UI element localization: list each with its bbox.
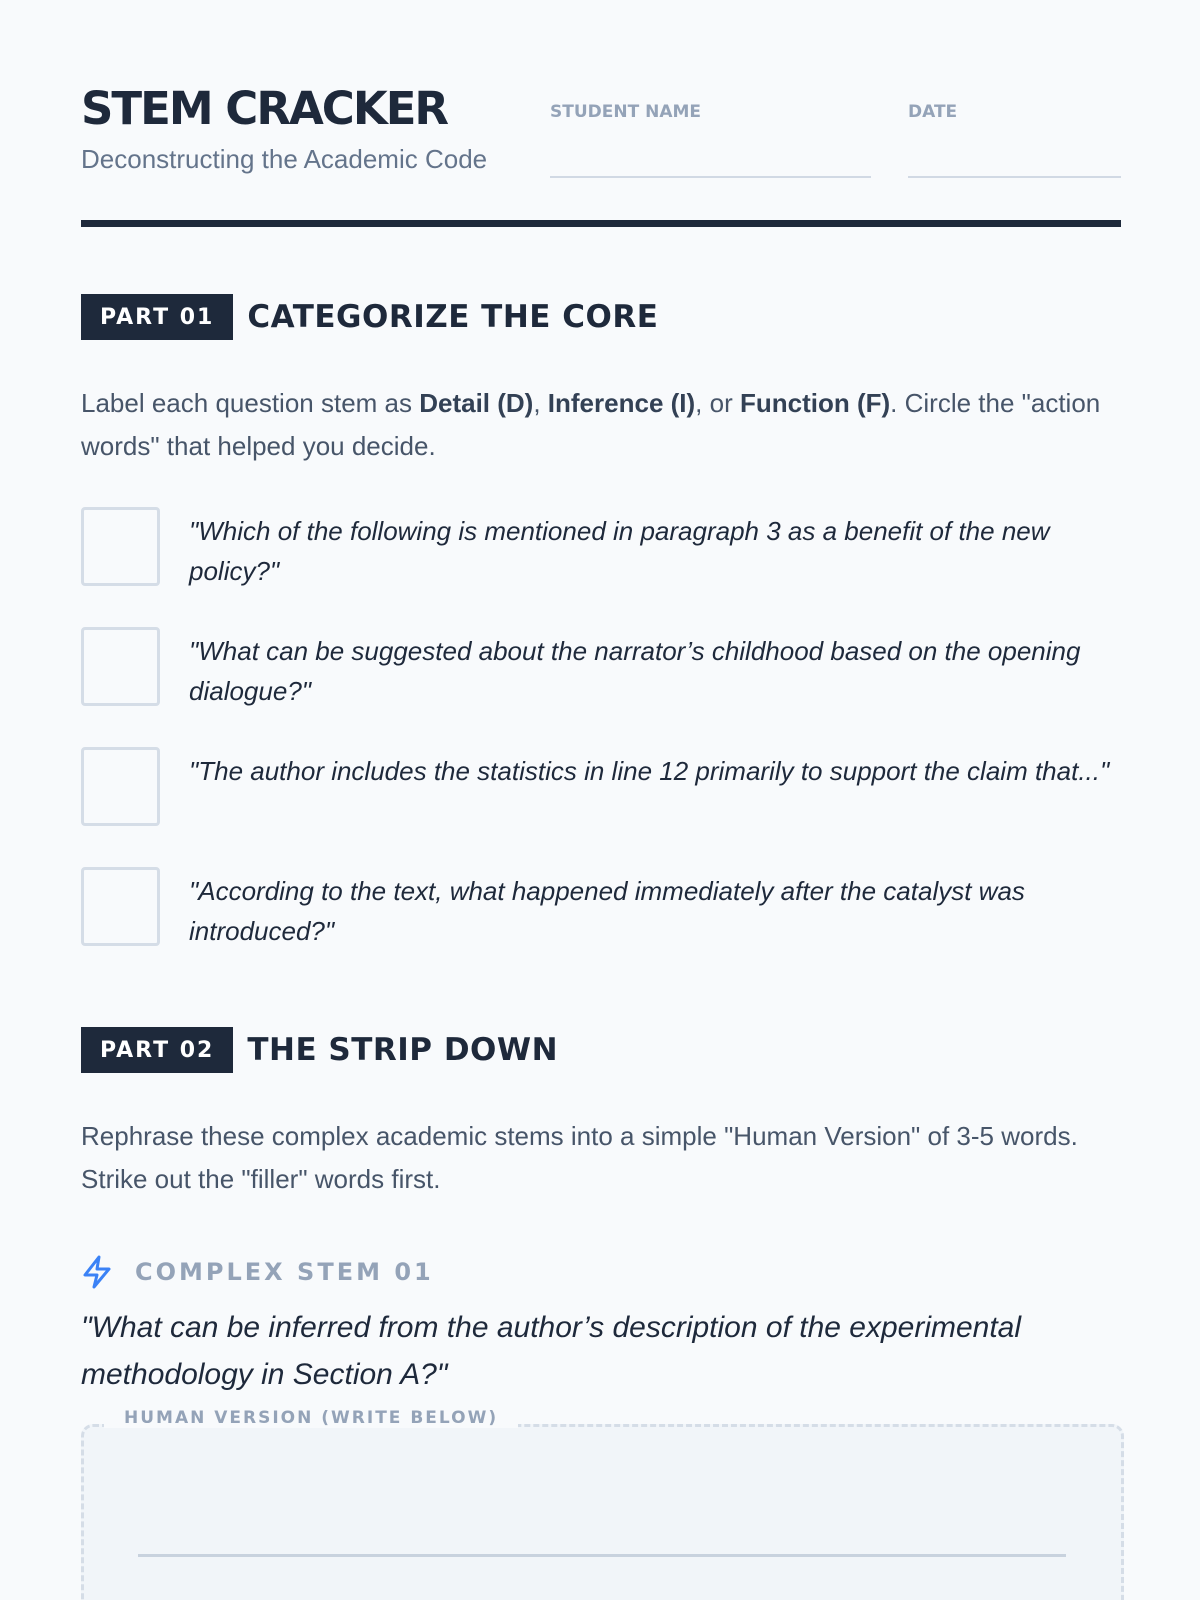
worksheet-header xyxy=(81,80,1121,226)
student-name-field[interactable] xyxy=(550,176,871,178)
question-stem-item xyxy=(81,867,1121,947)
answer-writing-line xyxy=(138,1554,1066,1557)
question-stem-text: "According to the text, what happened immediately after the catalyst was introduced?" xyxy=(189,876,1025,946)
human-version-label: HUMAN VERSION (WRITE BELOW) xyxy=(104,1408,518,1428)
part-02-instructions: Rephrase these complex academic stems into a simple "Human Version" of 3-5 words. Strike out the "filler" words first. xyxy=(81,1121,1078,1194)
question-stem-text: "What can be suggested about the narrator’s childhood based on the opening dialogue?" xyxy=(189,636,1081,706)
complex-stem-header xyxy=(81,1255,434,1289)
worksheet-subtitle: Deconstructing the Academic Code xyxy=(81,144,488,174)
part-02-heading xyxy=(81,1027,558,1073)
worksheet-title: STEM CRACKER xyxy=(81,82,448,135)
inference-term: Inference (I) xyxy=(547,388,696,418)
question-stem-text: "The author includes the statistics in line 12 primarily to support the claim that..." xyxy=(189,756,1110,786)
instructions-text: . Circle the "action words" that helped you decide. xyxy=(81,388,1101,461)
date-label: DATE xyxy=(908,102,958,122)
student-name-label: STUDENT NAME xyxy=(550,102,702,122)
instructions-text: Label each question stem as xyxy=(81,388,420,418)
date-field[interactable] xyxy=(908,176,1121,178)
label-answer-box[interactable] xyxy=(81,507,160,586)
question-stem-text: "Which of the following is mentioned in paragraph 3 as a benefit of the new policy?" xyxy=(189,516,1050,586)
part-01-title: CATEGORIZE THE CORE xyxy=(247,299,659,335)
question-stem-item xyxy=(81,747,1121,827)
function-term: Function (F) xyxy=(739,388,891,418)
detail-term: Detail (D) xyxy=(419,388,534,418)
part-02-badge: PART 02 xyxy=(81,1027,233,1073)
header-divider xyxy=(81,220,1121,227)
part-01-instructions xyxy=(81,382,1121,468)
label-answer-box[interactable] xyxy=(81,867,160,946)
complex-stem-label: COMPLEX STEM 01 xyxy=(135,1258,434,1286)
instructions-text: , xyxy=(533,388,548,418)
question-stem-item xyxy=(81,507,1121,587)
complex-stem-text: "What can be inferred from the author’s description of the experimental methodology in Section A?" xyxy=(81,1311,1022,1391)
part-02-title: THE STRIP DOWN xyxy=(247,1032,559,1068)
human-version-answer-box[interactable] xyxy=(81,1424,1124,1600)
question-stem-item xyxy=(81,627,1121,707)
label-answer-box[interactable] xyxy=(81,747,160,826)
label-answer-box[interactable] xyxy=(81,627,160,706)
lightning-bolt-icon xyxy=(81,1255,113,1289)
part-01-badge: PART 01 xyxy=(81,294,233,340)
instructions-text: , or xyxy=(695,388,740,418)
part-01-heading xyxy=(81,294,658,340)
